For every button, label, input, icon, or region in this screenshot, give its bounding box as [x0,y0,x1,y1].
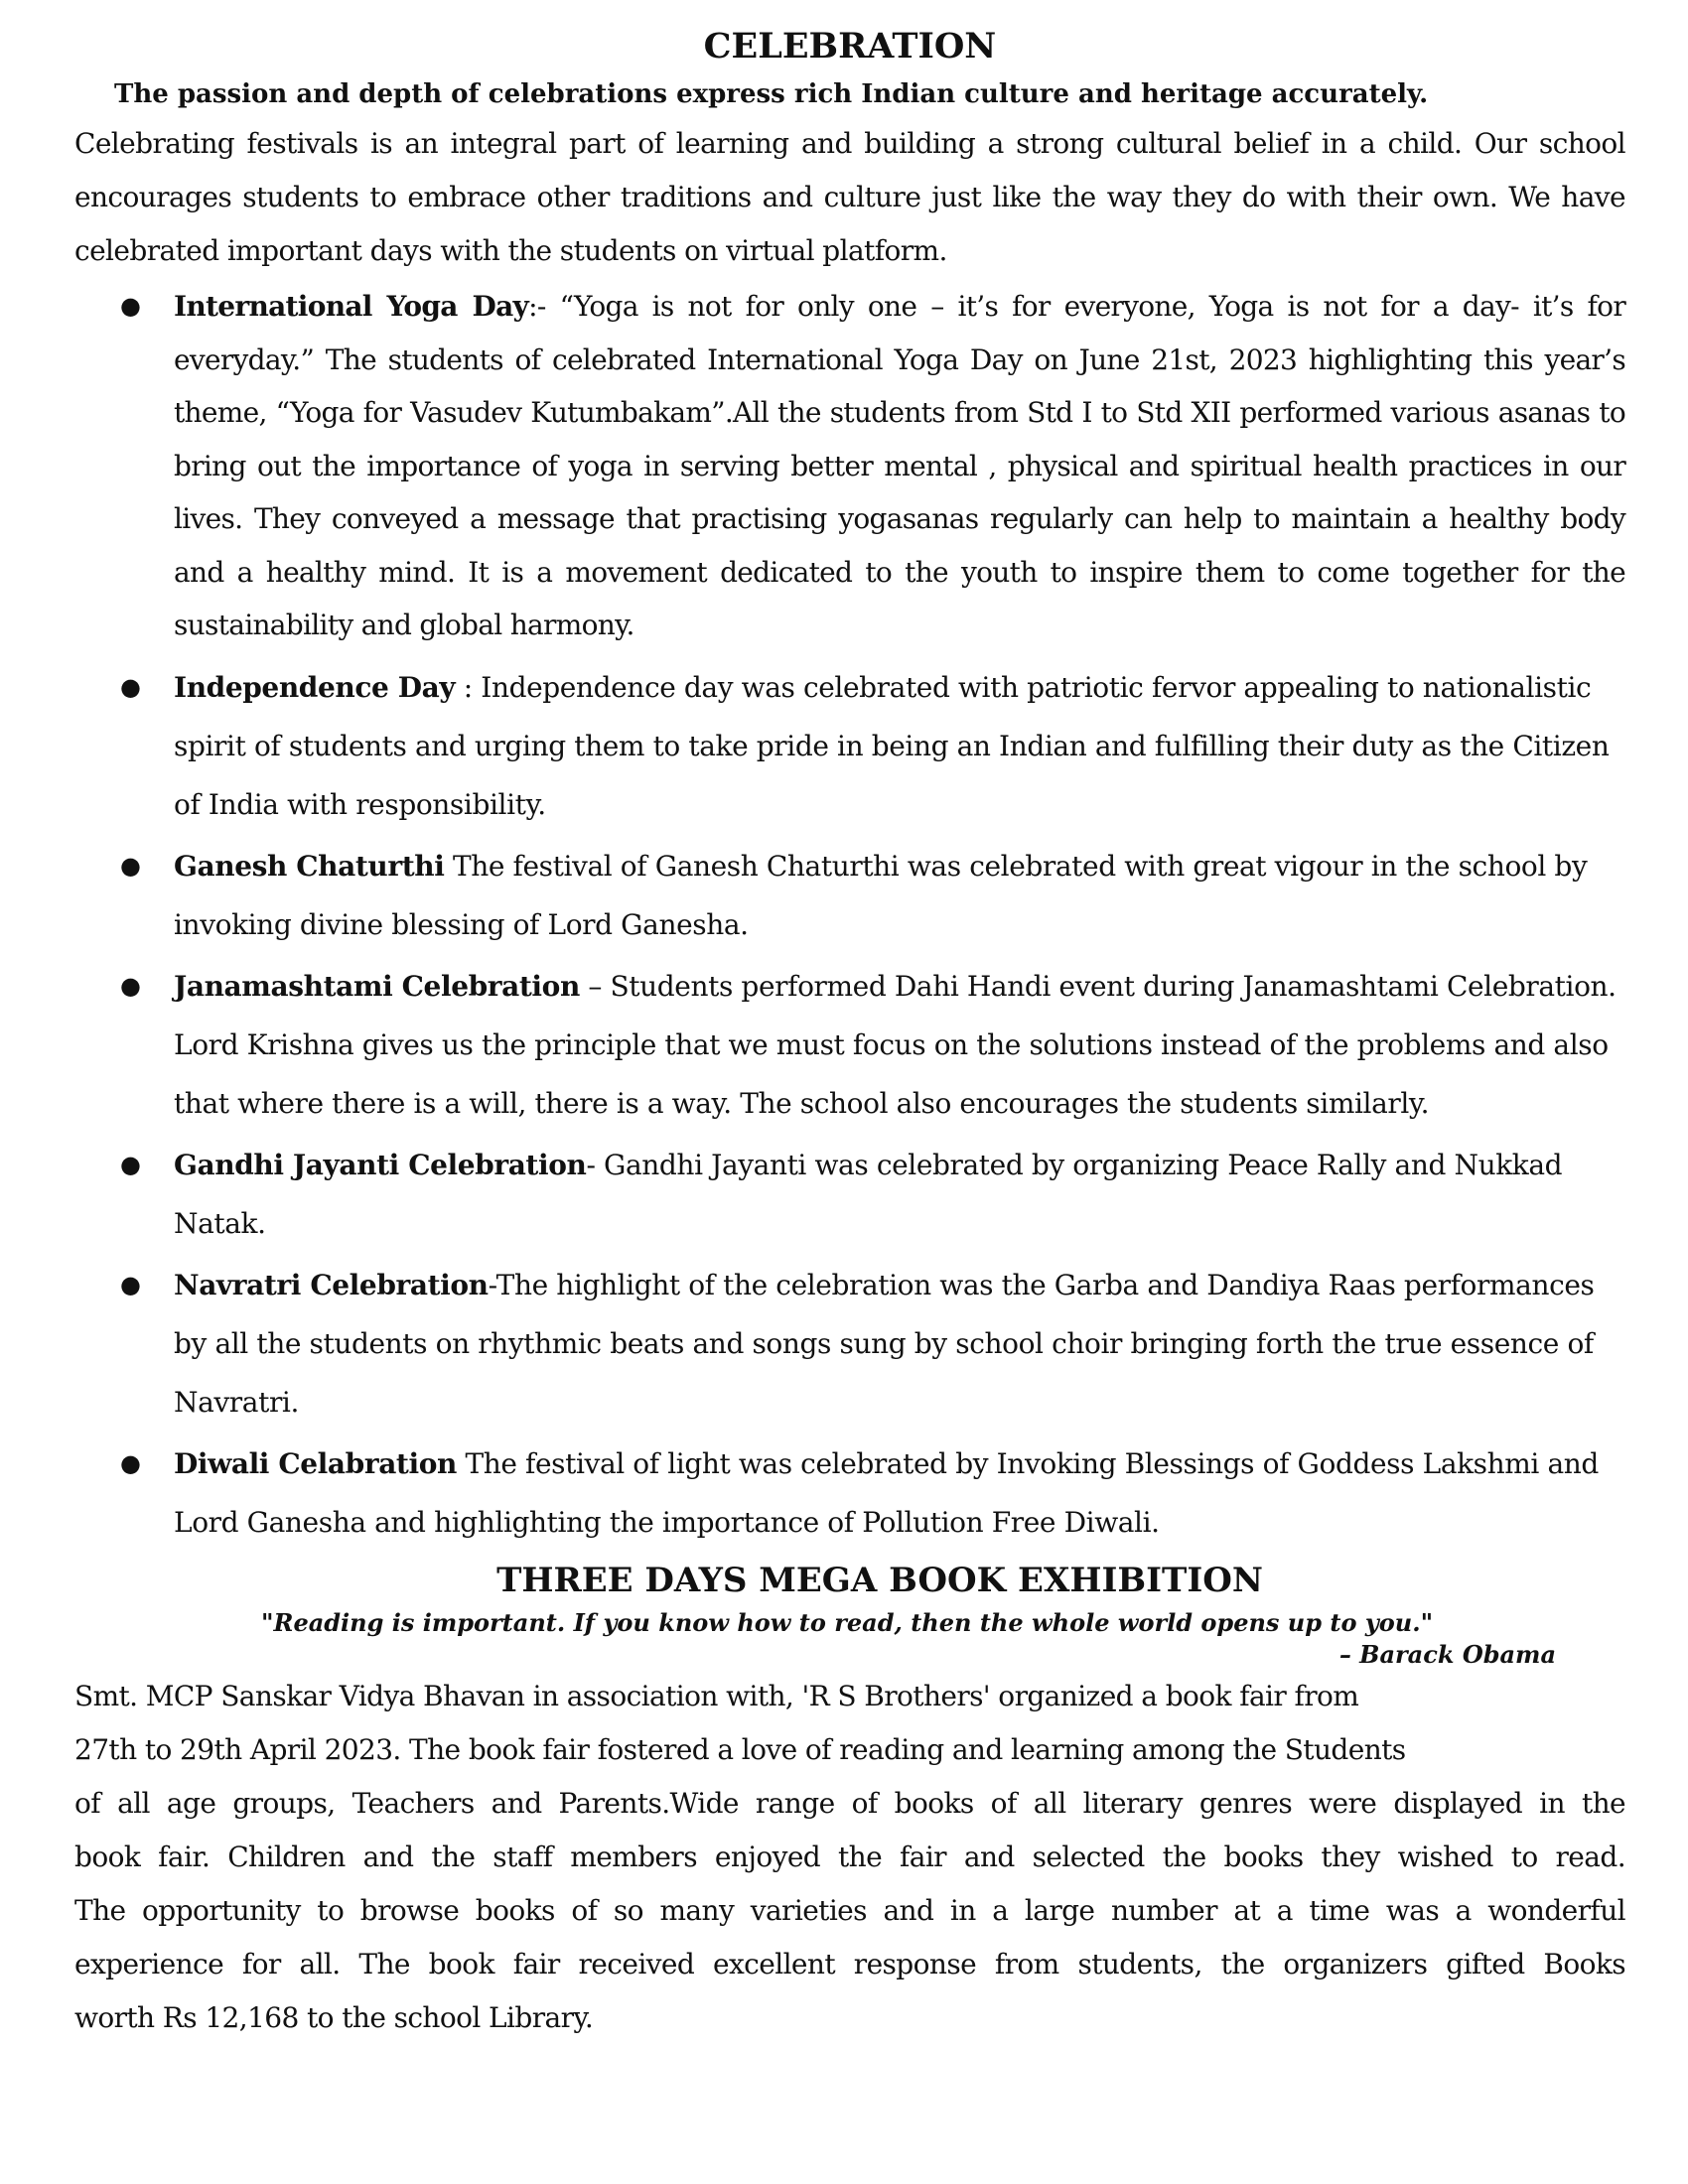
event-name: Independence Day [174,670,456,704]
event-description: : Independence day was celebrated with patriotic fervor appealing to nationalistic spirit of students and urging them to take pride in being an Indian and fulfilling their duty as the Citizen of India with responsibility. [174,670,1610,821]
celebration-event-list [74,280,1625,1552]
body-line: 27th to 29th April 2023. The book fair fostered a love of reading and learning among the Students [74,1732,1406,1766]
event-description: The festival of light was celebrated by Invoking Blessings of Goddess Lakshmi and Lord Ganesha and highlighting the importance of Pollution Free Diwali. [174,1446,1599,1539]
event-name: Gandhi Jayanti Celebration [174,1148,587,1181]
event-item-diwali [74,1434,1625,1552]
event-name: Ganesh Chaturthi [174,849,445,883]
event-name: Diwali Celabration [174,1446,457,1480]
event-name: International Yoga Day [174,290,529,323]
celebration-intro: Celebrating festivals is an integral part of learning and building a strong cultural belief in a child. Our school encourages students to embrace other traditions and culture just like the way they do with their own. We have celebrated important days with the students on virtual platform. [74,127,1625,267]
event-item-navratri [74,1256,1625,1432]
quote-author: – Barack Obama [1338,1639,1556,1669]
event-item-ganesh-chaturthi [74,837,1625,954]
celebration-title: CELEBRATION [703,26,997,67]
event-description: – Students performed Dahi Handi event during Janamashtami Celebration. Lord Krishna gives us the principle that we must focus on the solutions instead of the problems and also that where there is a will, there is a way. The school also encourages the students similarly. [174,969,1617,1120]
event-item-yoga-day [74,280,1625,652]
document-page [74,22,1625,2045]
book-exhibition-title: THREE DAYS MEGA BOOK EXHIBITION [496,1560,1263,1600]
body-line: of all age groups, Teachers and Parents.Wide range of books of all literary genres were displayed in the [74,1786,1625,1820]
event-item-gandhi-jayanti [74,1136,1625,1253]
body-line: worth Rs 12,168 to the school Library. [74,2000,594,2034]
book-exhibition-body [74,1670,1625,2045]
event-item-independence-day [74,658,1625,834]
event-description: - Gandhi Jayanti was celebrated by organizing Peace Rally and Nukkad Natak. [174,1148,1563,1240]
event-description: :- “Yoga is not for only one – it’s for everyone, Yoga is not for a day- it’s for everyday.” The students of celebrated International Yoga Day on June 21st, 2023 highlighting this year’s theme, “Yoga for Vasudev Kutumbakam”.All the students from Std I to Std XII performed various asanas to bring out the importance of yoga in serving better mental , physical and spiritual health practices in our lives. They conveyed a message that practising yogasanas regularly can help to maintain a healthy body and a healthy mind. It is a movement dedicated to the youth to inspire them to come together for the sustainability and global harmony. [174,290,1625,641]
event-name: Janamashtami Celebration [174,969,580,1003]
celebration-subtitle: The passion and depth of celebrations express rich Indian culture and heritage accurately. [114,79,1429,109]
body-line: experience for all. The book fair received excellent response from students, the organizers gifted Books [74,1947,1625,1980]
body-line: Smt. MCP Sanskar Vidya Bhavan in association with, 'R S Brothers' organized a book fair from [74,1679,1359,1712]
body-line: The opportunity to browse books of so many varieties and in a large number at a time was a wonderful [74,1893,1625,1927]
bullet-icon: ● [120,292,141,320]
bullet-icon: ● [120,1150,141,1178]
body-line: book fair. Children and the staff members enjoyed the fair and selected the books they wished to read. [74,1840,1625,1873]
bullet-icon: ● [120,672,141,701]
event-name: Navratri Celebration [174,1268,489,1301]
bullet-icon: ● [120,1448,141,1477]
event-description: -The highlight of the celebration was the Garba and Dandiya Raas performances by all the students on rhythmic beats and songs sung by school choir bringing forth the true essence of Navratri. [174,1268,1595,1419]
bullet-icon: ● [120,851,141,880]
bullet-icon: ● [120,1270,141,1298]
book-exhibition-quote: "Reading is important. If you know how to read, then the whole world opens up to you." [261,1607,1434,1637]
event-item-janamashtami [74,957,1625,1133]
bullet-icon: ● [120,971,141,1000]
event-description: The festival of Ganesh Chaturthi was celebrated with great vigour in the school by invoking divine blessing of Lord Ganesha. [174,849,1588,941]
